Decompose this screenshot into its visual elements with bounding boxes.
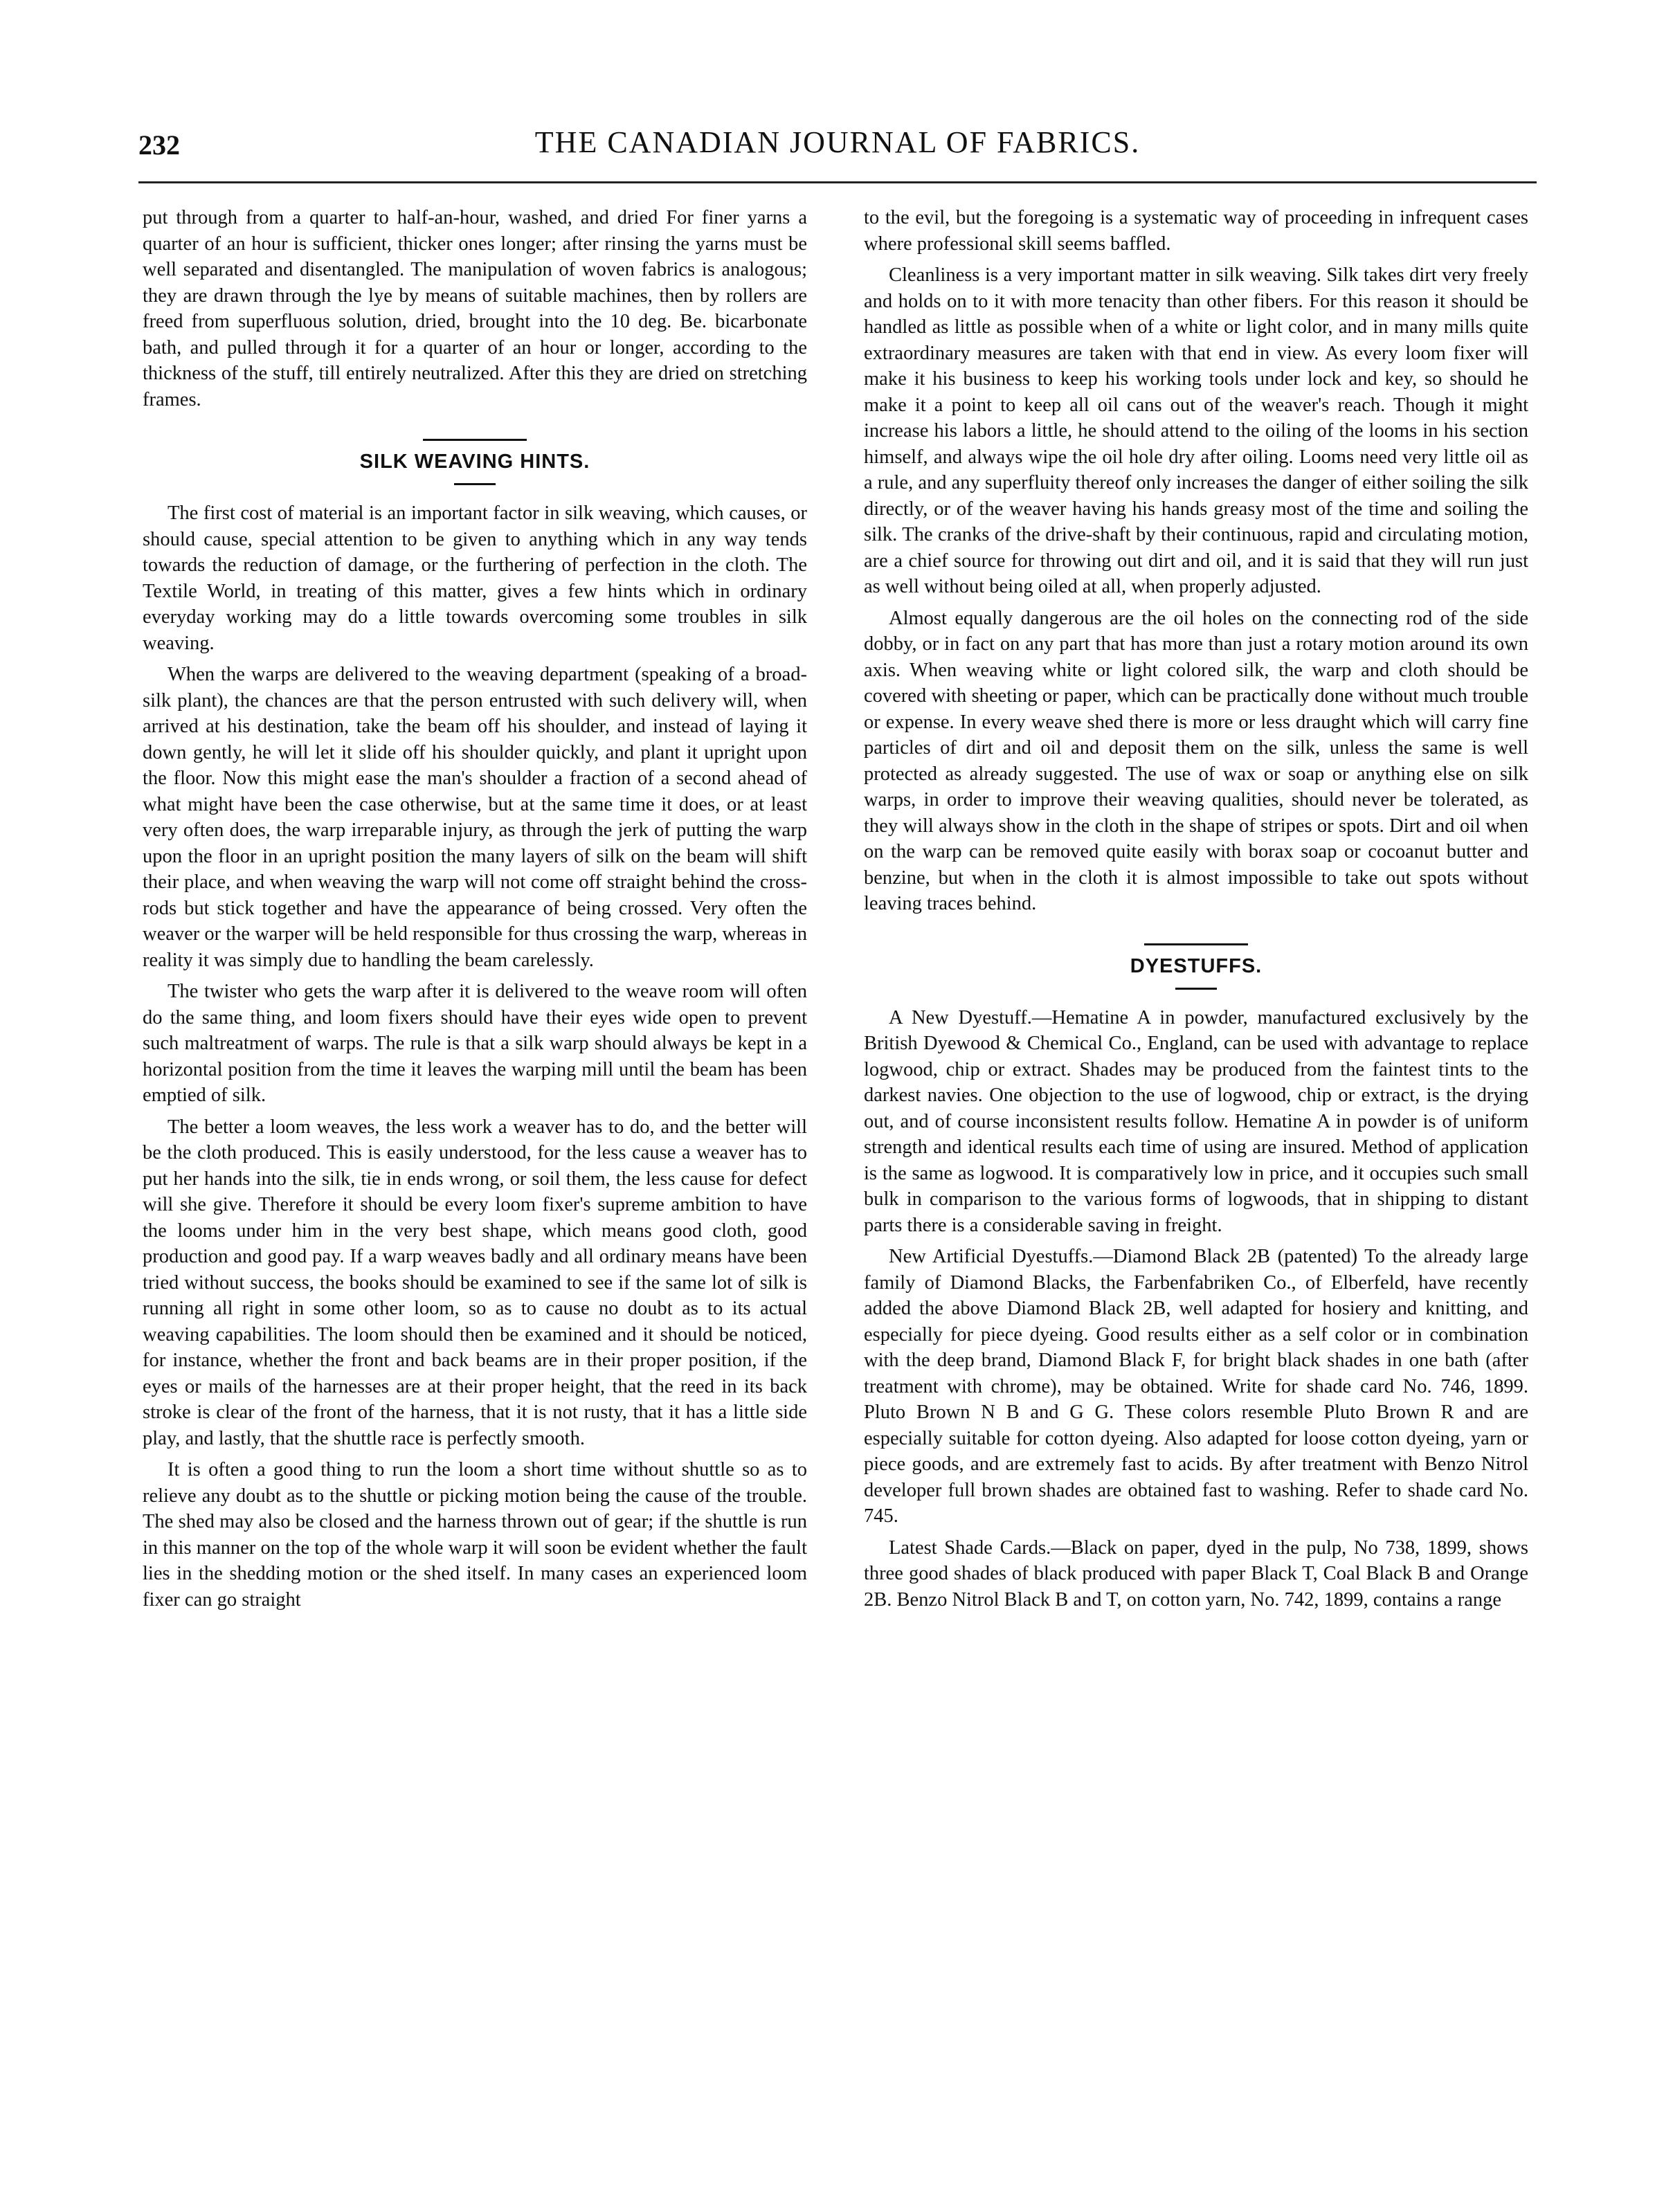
section-title-silk-weaving: SILK WEAVING HINTS.	[359, 451, 590, 473]
right-column	[864, 205, 1528, 2184]
paragraph: Latest Shade Cards.—Black on paper, dyed in the pulp, No 738, 1899, shows three good shades of black produced with paper Black T, Coal Black B and Orange 2B. Benzo Nitrol Black B and T, on cotton yarn, No. 742, 1899, contains a range	[864, 1536, 1528, 1611]
section-heading-silk-weaving	[143, 439, 807, 485]
page-header	[138, 125, 1537, 166]
journal-title: THE CANADIAN JOURNAL OF FABRICS.	[534, 125, 1141, 159]
paragraph: The better a loom weaves, the less work a weaver has to do, and the better will be the cloth produced. This is easily understood, for the less cause a weaver has to put her hands into the silk, tie in ends wrong, or soil them, the less cause for defect will she give. Therefore it should be every loom fixer's supreme ambition to have the looms under him in the very best shape, which means good cloth, good production and good pay. If a warp weaves badly and all ordinary means have been tried without success, the books should be examined to see if the same lot of silk is running all right in some other loom, so as to cause no doubt as to its actual weaving capabilities. The loom should then be examined and it should be noticed, for instance, whether the front and back beams are in their proper position, if the eyes or mails of the harnesses are at their proper height, that the reed in its back stroke is clear of the front of the harness, that it is not rusty, that it has a little side play, and lastly, that the shuttle race is perfectly smooth.	[143, 1116, 807, 1449]
paragraph: The twister who gets the warp after it is delivered to the weave room will often do the same thing, and loom fixers should have their eyes wide open to prevent such maltreatment of warps. The rule is that a silk warp should always be kept in a horizontal position from the time it leaves the warping mill until the beam has been emptied of silk.	[143, 981, 807, 1106]
left-column	[143, 205, 807, 2184]
heading-rule-bottom	[1175, 988, 1217, 990]
paragraph: A New Dyestuff.—Hematine A in powder, manufactured exclusively by the British Dyewood & Chemical Co., England, can be used with advantage to replace logwood, chip or extract. Shades may be produced from the faintest tints to the darkest navies. One objection to the use of logwood, chip or extract, is the drying out, and of course inconsistent results follow. Hematine A in powder is of uniform strength and identical results each time of using are insured. Method of application is the same as logwood. It is comparatively low in price, and it occupies such small bulk in comparison to the various forms of logwoods, that in shipping to distant parts there is a considerable saving in freight.	[864, 1006, 1528, 1236]
heading-rule-bottom	[454, 483, 496, 485]
section-title-dyestuffs: DYESTUFFS.	[1130, 954, 1263, 977]
paragraph: Cleanliness is a very important matter in silk weaving. Silk takes dirt very freely and holds on to it with more tenacity than other fibers. For this reason it should be handled as little as possible when of a white or light color, and in many mills quite extraordinary measures are taken with that end in view. As every loom fixer will make it his business to keep his working tools under lock and key, so should he make it a point to keep all oil cans out of the weaver's reach. Though it might increase his labors a little, he should attend to the oiling of the looms in his section himself, and always wipe the oil hole dry after oiling. Looms need very little oil as a rule, and any superfluity thereof only increases the danger of either soiling the silk directly, or of the weaver having his hands greasy most of the time and soiling the silk. The cranks of the drive-shaft by their continuous, rapid and circulating motion, are a chief source for throwing out dirt and oil, and it is said that they will run just as well without being oiled at all, when properly adjusted.	[864, 264, 1528, 597]
page-number: 232	[138, 129, 180, 161]
paragraph: The first cost of material is an important factor in silk weaving, which causes, or should cause, special attention to be given to anything which in any way tends towards the reduction of damage, or the furthering of perfection in the cloth. The Textile World, in treating of this matter, gives a few hints which in ordinary everyday working may do a little towards overcoming some troubles in silk weaving.	[143, 502, 807, 654]
section-heading-dyestuffs	[864, 943, 1528, 990]
intro-paragraph: put through from a quarter to half-an-hour, washed, and dried For finer yarns a quarter of an hour is sufficient, thicker ones longer; after rinsing the yarns must be well separated and disentangled. The manipulation of woven fabrics is analogous; they are drawn through the lye by means of suitable machines, then by rollers are freed from superfluous solution, dried, brought into the 10 deg. Be. bicarbonate bath, and pulled through it for a quarter of an hour or longer, according to the thickness of the stuff, till entirely neutralized. After this they are dried on stretching frames.	[143, 207, 807, 410]
paragraph: It is often a good thing to run the loom a short time without shuttle so as to relieve any doubt as to the shuttle or picking motion being the cause of the trouble. The shed may also be closed and the harness thrown out of gear; if the shuttle is run in this manner on the top of the whole warp it will soon be evident whether the fault lies in the shedding motion or the shed itself. In many cases an experienced loom fixer can go straight	[143, 1459, 807, 1611]
paragraph: Almost equally dangerous are the oil holes on the connecting rod of the side dobby, or in fact on any part that has more than just a rotary motion around its own axis. When weaving white or light colored silk, the warp and cloth should be covered with sheeting or paper, which can be practically done without much trouble or expense. In every weave shed there is more or less draught which will carry fine particles of dirt and oil and deposit them on the silk, unless the same is well protected as already suggested. The use of wax or soap or anything else on silk warps, in order to improve their weaving qualities, should never be tolerated, as they will always show in the cloth in the shape of stripes or spots. Dirt and oil when on the warp can be removed quite easily with borax soap or cocoanut butter and benzine, but when in the cloth it is almost impossible to take out spots without leaving traces behind.	[864, 607, 1528, 914]
paragraph: When the warps are delivered to the weaving department (speaking of a broad-silk plant), the chances are that the person entrusted with such delivery will, when arrived at his destination, take the beam off his shoulder, and instead of laying it down gently, he will let it slide off his shoulder quickly, and plant it upright upon the floor. Now this might ease the man's shoulder a fraction of a second ahead of what might have been the case otherwise, but at the same time it does, or at least very often does, the warp irreparable injury, as through the jerk of putting the warp upon the floor in an upright position the many layers of silk on the beam will shift their place, and when weaving the warp will not come off straight behind the cross-rods but stick together and have the appearance of being crossed. Very often the weaver or the warper will be held responsible for thus crossing the warp, whereas in reality it was simply due to handling the beam carelessly.	[143, 664, 807, 971]
heading-rule-top	[423, 439, 527, 441]
heading-rule-top	[1144, 943, 1248, 945]
paragraph: New Artificial Dyestuffs.—Diamond Black 2B (patented) To the already large family of Diamond Blacks, the Farbenfabriken Co., of Elberfeld, have recently added the above Diamond Black 2B, well adapted for hosiery and knitting, and especially for piece dyeing. Good results either as a self color or in combination with the deep brand, Diamond Black F, for bright black shades in one bath (after treatment with chrome), may be obtained. Write for shade card No. 746, 1899. Pluto Brown N B and G G. These colors resemble Pluto Brown R and are especially suitable for cotton dyeing. Also adapted for loose cotton dyeing, yarn or piece goods, and are extremely fast to acids. By after treatment with Benzo Nitrol developer full brown shades are obtained fast to washing. Refer to shade card No. 745.	[864, 1246, 1528, 1527]
header-divider	[138, 181, 1537, 183]
paragraph: to the evil, but the foregoing is a systematic way of proceeding in infrequent cases where professional skill seems baffled.	[864, 207, 1528, 255]
